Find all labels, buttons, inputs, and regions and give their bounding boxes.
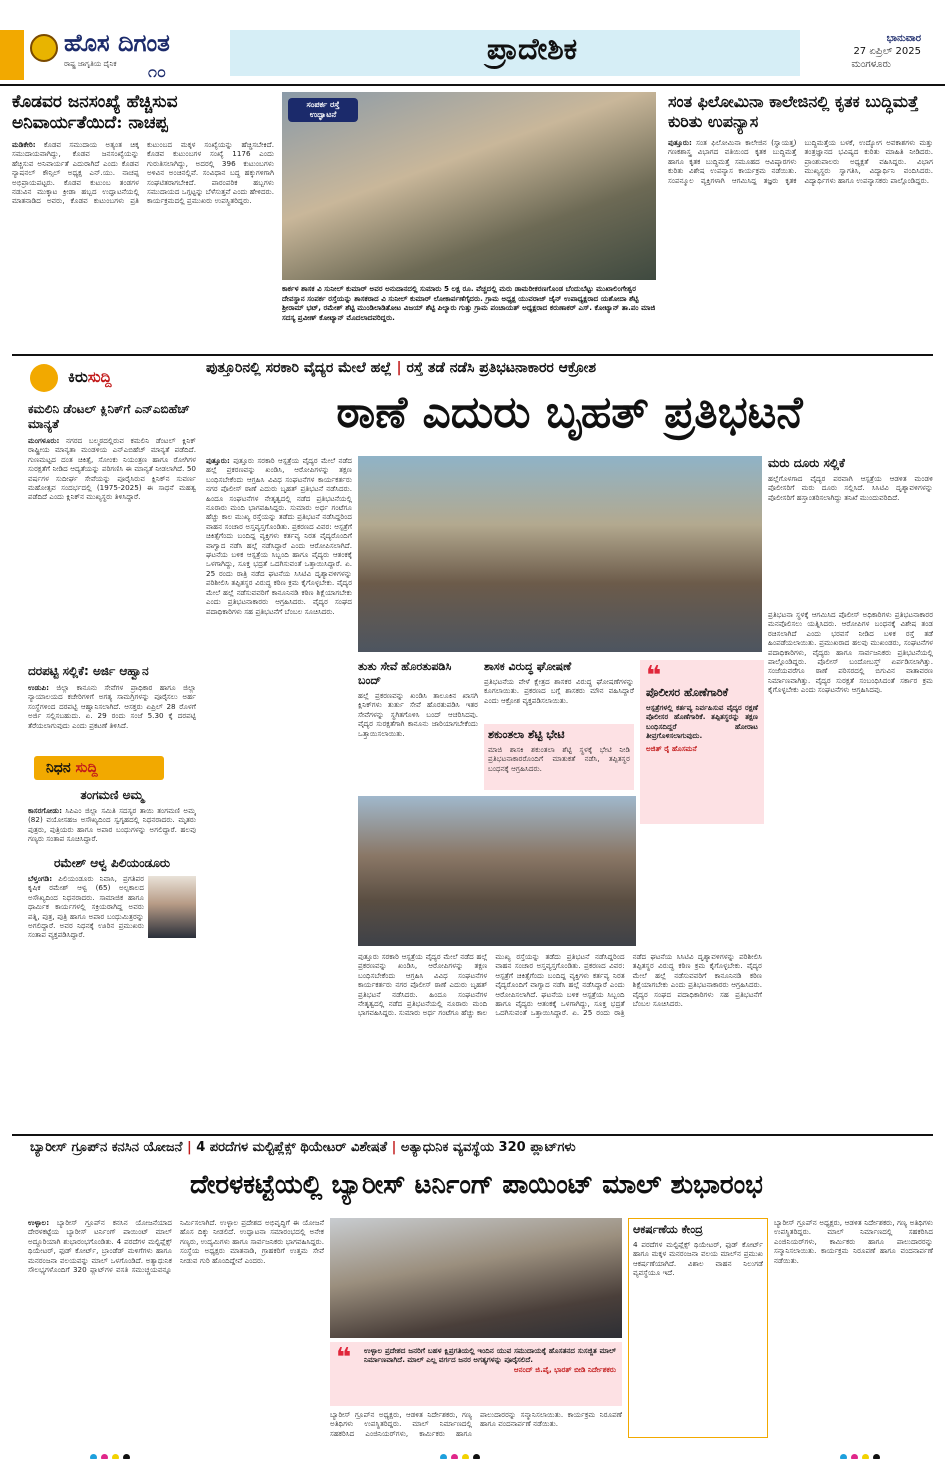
kiru-label: ಕಿರು — [68, 368, 88, 386]
side-complaint-headline: ಮರು ದೂರು ಸಲ್ಲಿಕೆ — [768, 456, 845, 470]
cyan-dot — [90, 1454, 97, 1459]
sub-visit-text: ಮಾಜಿ ಶಾಸಕಿ ಶಕುಂತಲಾ ಶೆಟ್ಟಿ ಸ್ಥಳಕ್ಕೆ ಭೇಟಿ ನೀಡಿ ಪ್ರತಿಭಟನಾಕಾರರೊಂದಿಗೆ ಮಾತುಕತೆ ನಡೆಸಿ, ತಪ್ಪಿತಸ್ಥರ ಬಂಧನಕ್ಕೆ ಆಗ್ರಹಿಸಿದರು. — [488, 745, 630, 773]
logo-title: ಹೊಸ ದಿಗಂತ — [64, 28, 170, 57]
yellow-dot — [112, 1454, 119, 1459]
story-ai-text: ಸಂತ ಫಿಲೋಮಿನಾ ಕಾಲೇಜಿನ (ಸ್ವಾಯತ್ತ) ಗಣಕಶಾಸ್ತ್ರ ವಿಭಾಗದ ವತಿಯಿಂದ ಕೃತಕ ಬುದ್ಧಿಮತ್ತೆ ಹಾಗೂ ಕೃತಕ ಬುದ್ಧಿಮತ್ತೆ ಸಮೂಹದ ಆವಿಷ್ಕಾರಗಳು ಕುರಿತು ವಿಶೇಷ ಉಪನ್ಯಾಸ ಕಾರ್ಯಕ್ರಮ ನಡೆಯಿತು. ಸಂಪನ್ಮೂಲ ವ್ಯಕ್ತಿಗಳಾಗಿ ಆಗಮಿಸಿದ್ದ ತಜ್ಞರು ಕೃತಕ ಬುದ್ಧಿಮತ್ತೆಯ ಬಳಕೆ, ಉದ್ಯೋಗ ಅವಕಾಶಗಳು ಮತ್ತು ತಂತ್ರಜ್ಞಾನದ ಭವಿಷ್ಯದ ಕುರಿತು ಮಾಹಿತಿ ನೀಡಿದರು. ಪ್ರಾಂಶುಪಾಲರು ಅಧ್ಯಕ್ಷತೆ ವಹಿಸಿದ್ದರು. ವಿಭಾಗ ಮುಖ್ಯಸ್ಥರು ಸ್ವಾಗತಿಸಿ, ವಿದ್ಯಾರ್ಥಿನಿ ವಂದಿಸಿದರು. ವಿದ್ಯಾರ್ಥಿಗಳು ಹಾಗೂ ಉಪನ್ಯಾಸಕರು ಪಾಲ್ಗೊಂಡಿದ್ದರು. — [668, 138, 933, 185]
mall-body — [28, 1218, 324, 1438]
logo-tagline: ರಾಷ್ಟ್ರ ಜಾಗೃತಿಯ ದೈನಿಕ — [64, 60, 117, 68]
city: ಮಂಗಳೂರು — [851, 59, 891, 70]
quote-police-headline: ಪೊಲೀಸರ ಹೊಣೆಗಾರಿಕೆ — [646, 686, 729, 699]
sub-slogan — [484, 660, 634, 722]
lead-kicker-2: ರಸ್ತೆ ತಡೆ ನಡೆಸಿ ಪ್ರತಿಭಟನಾಕಾರರ ಆಕ್ರೋಶ — [406, 360, 596, 376]
lead-headline: ಠಾಣೆ ಎದುರು ಬೃಹತ್ ಪ್ರತಿಭಟನೆ — [336, 387, 803, 438]
suddi-label: ಸುದ್ದಿ — [87, 368, 112, 386]
mall-attraction-text: 4 ಪರದೆಗಳ ಮಲ್ಟಿಪ್ಲೆಕ್ಸ್ ಥಿಯೇಟರ್, ಫುಡ್ ಕೋರ್ಟ್ ಹಾಗೂ ಮಕ್ಕಳ ಮನರಂಜನಾ ವಲಯ ಮಾಲ್‌ನ ಪ್ರಮುಖ ಆಕರ್ಷಣೆಯಾಗಿದೆ. ವಿಶಾಲ ವಾಹನ ನಿಲುಗಡೆ ವ್ಯವಸ್ಥೆಯೂ ಇದೆ. — [633, 1240, 763, 1278]
magenta-dot — [101, 1454, 108, 1459]
quote-icon: ❝ — [646, 661, 662, 691]
story-ai-body — [668, 138, 933, 185]
mall-right-text: ಬ್ಯಾರೀಸ್ ಗ್ರೂಪ್‌ನ ಅಧ್ಯಕ್ಷರು, ಆಡಳಿತ ನಿರ್ದೇಶಕರು, ಗಣ್ಯ ಅತಿಥಿಗಳು ಉಪಸ್ಥಿತರಿದ್ದರು. ಮಾಲ್ ನಿರ್ಮಾಣದಲ್ಲಿ ಸಹಕರಿಸಿದ ಎಂಜಿನಿಯರ್‌ಗಳು, ಕಾರ್ಮಿಕರು ಹಾಗೂ ಪಾಲುದಾರರನ್ನು ಸನ್ಮಾನಿಸಲಾಯಿತು. ಕಾರ್ಯಕ್ರಮ ನಿರೂಪಣೆ ಹಾಗೂ ವಂದನಾರ್ಪಣೆ ನಡೆಯಿತು. — [774, 1218, 933, 1265]
obituary-1-text: ಸಿಪಿಎಂ ಜಿಲ್ಲಾ ಸಮಿತಿ ಸದಸ್ಯರ ತಾಯಿ ತಂಗಮಣಿ ಅಮ್ಮ (82) ವಯೋಸಹಜ ಅಸೌಖ್ಯದಿಂದ ಸ್ವಗೃಹದಲ್ಲಿ ನಿಧನರಾದರು. ಮೃತರು ಪುತ್ರರು, ಪುತ್ರಿಯರು ಹಾಗೂ ಅಪಾರ ಬಂಧುಗಳನ್ನು ಅಗಲಿದ್ದಾರೆ. ಹಲವು ಗಣ್ಯರು ಸಂತಾಪ ಸೂಚಿಸಿದ್ದಾರೆ. — [28, 806, 196, 844]
story-ai-dateline: ಪುತ್ತೂರು: — [668, 138, 692, 147]
mall-inauguration-photo — [330, 1218, 622, 1338]
kiru-item-1-dateline: ಮಂಗಳೂರು: — [28, 436, 60, 445]
registration-marks-right — [840, 1446, 884, 1459]
sub-slogan-text: ಪ್ರತಿಭಟನೆಯ ವೇಳೆ ಕ್ಷೇತ್ರದ ಶಾಸಕರ ವಿರುದ್ಧ ಘೋಷಣೆಗಳನ್ನು ಕೂಗಲಾಯಿತು. ಪ್ರಕರಣದ ಬಗ್ಗೆ ಶಾಸಕರು ಮೌನ ವಹಿಸಿದ್ದಾರೆ ಎಂದು ಆಕ್ರೋಶ ವ್ಯಕ್ತಪಡಿಸಲಾಯಿತು. — [484, 677, 634, 705]
photo-road-inauguration — [282, 92, 656, 280]
nidhana-label: ನಿಧನ — [46, 760, 71, 776]
mall-dateline: ಉಳ್ಳಾಲ: — [28, 1218, 50, 1227]
mall-attraction — [628, 1218, 768, 1438]
sub-slogan-headline: ಶಾಸಕ ವಿರುದ್ಧ ಘೋಷಣೆ — [484, 660, 572, 673]
masthead — [0, 0, 945, 86]
date: 27 ಏಪ್ರಿಲ್ 2025 — [853, 46, 921, 57]
photo-caption: ಕಾರ್ಕಳ ಶಾಸಕ ವಿ ಸುನೀಲ್ ಕುಮಾರ್ ಅವರ ಅನುದಾನದಲ್ಲಿ ಸುಮಾರು 5 ಲಕ್ಷ ರೂ. ವೆಚ್ಚದಲ್ಲಿ ಮರು ಡಾಮರೀಕರಣಗೊಂಡ ಬೆಂದುಬೆಟ್ಟು ಮುಖಾಲಿಂಗೇಶ್ವರ ದೇವಸ್ಥಾನ ಸಂಪರ್ಕ ರಸ್ತೆಯನ್ನು ಶಾಸಕರಾದ ವಿ ಸುನೀಲ್ ಕುಮಾರ್ ಲೋಕಾರ್ಪಣೆಗೈದರು. ಗ್ರಾಮ ಅಧ್ಯಕ್ಷ ಯುವರಾಜ್ ಜೈನ್ ಉಪಾಧ್ಯಕ್ಷರಾದ ಯಶೋದಾ ಶೆಟ್ಟಿ ಶ್ರೀರಾಮ್ ಭಟ್, ರಮೇಶ್ ಶೆಟ್ಟಿ ಮುಂಡಿಲಾಡಿತೋಟ ವಿಜಯ್ ಶೆಟ್ಟಿ ಪಿಲ್ಯಾರು ಗುತ್ತು ಗ್ರಾಮ ಪಂಚಾಯತ್ ಅಧ್ಯಕ್ಷರಾದ ಕರುಣಾಕರ್ ಎಸ್. ಕೋಟ್ಯಾನ್ ತಾ.ಪಂ ಮಾಜಿ ಸದಸ್ಯ ಪ್ರವೀಣ್ ಕೋಟ್ಯಾನ್ ಮೊದಲಾದವರಿದ್ದರು. — [282, 284, 656, 322]
side-complaint-text: ಹಲ್ಲೆಗೊಳಗಾದ ವೈದ್ಯರ ಪರವಾಗಿ ಆಸ್ಪತ್ರೆಯ ಆಡಳಿತ ಮಂಡಳಿ ಪೊಲೀಸರಿಗೆ ಮರು ದೂರು ಸಲ್ಲಿಸಿದೆ. ಸಿಸಿಟಿವಿ ದೃಶ್ಯಾವಳಿಗಳನ್ನು ಪೊಲೀಸರಿಗೆ ಹಸ್ತಾಂತರಿಸಲಾಗಿದ್ದು ತನಿಖೆ ಮುಂದುವರಿದಿದೆ. — [768, 474, 933, 502]
registration-marks-left — [90, 1446, 134, 1459]
mall-right-column — [774, 1218, 933, 1438]
story-kodava-dateline: ಮಡಿಕೇರಿ: — [12, 140, 36, 149]
obituary-1-name: ತಂಗಮಣಿ ಅಮ್ಮ — [80, 788, 144, 802]
lead-right-column — [768, 610, 933, 1128]
side-complaint — [768, 456, 933, 604]
lead-kicker-1: ಪುತ್ತೂರಿನಲ್ಲಿ ಸರಕಾರಿ ವೈದ್ಯರ ಮೇಲೆ ಹಲ್ಲೆ — [206, 360, 392, 376]
mall-attraction-headline: ಆಕರ್ಷಣೆಯ ಕೇಂದ್ರ — [633, 1223, 703, 1236]
mall-quote-text: ಉಳ್ಳಾಲ ಪ್ರದೇಶದ ಜನರಿಗೆ ಬಹಳ ಕ್ಷಿಪ್ರಗತಿಯಲ್ಲಿ ಇಂದಿನ ಯುವ ಸಮುದಾಯಕ್ಕೆ ಹೊಸತನದ ಸುಸಜ್ಜಿತ ಮಾಲ್ ನಿರ್ಮಾಣವಾಗಿದೆ. ಮಾಲ್ ಎಲ್ಲ ವರ್ಗದ ಜನರ ಅಗತ್ಯಗಳನ್ನು ಪೂರೈಸಲಿದೆ. — [364, 1346, 616, 1365]
mall-kicker-3: ಅತ್ಯಾಧುನಿಕ ವ್ಯವಸ್ಥೆಯ 320 ಪ್ಲಾಟ್‌ಗಳು — [400, 1140, 576, 1155]
obituary-photo — [148, 876, 196, 938]
lead-continued-text: ಪುತ್ತೂರು ಸರಕಾರಿ ಆಸ್ಪತ್ರೆಯ ವೈದ್ಯರ ಮೇಲೆ ನಡೆದ ಹಲ್ಲೆ ಪ್ರಕರಣವನ್ನು ಖಂಡಿಸಿ, ಆರೋಪಿಗಳನ್ನು ತಕ್ಷಣ ಬಂಧಿಸಬೇಕೆಂದು ಆಗ್ರಹಿಸಿ ವಿವಿಧ ಸಂಘಟನೆಗಳ ಕಾರ್ಯಕರ್ತರು ನಗರ ಪೊಲೀಸ್ ಠಾಣೆ ಎದುರು ಬೃಹತ್ ಪ್ರತಿಭಟನೆ ನಡೆಸಿದರು. ಹಿಂದೂ ಸಂಘಟನೆಗಳ ನೇತೃತ್ವದಲ್ಲಿ ನಡೆದ ಪ್ರತಿಭಟನೆಯಲ್ಲಿ ನೂರಾರು ಮಂದಿ ಭಾಗವಹಿಸಿದ್ದರು. ಸುಮಾರು ಅರ್ಧ ಗಂಟೆಗೂ ಹೆಚ್ಚು ಕಾಲ ಮುಖ್ಯ ರಸ್ತೆಯನ್ನು ತಡೆದು ಪ್ರತಿಭಟನೆ ನಡೆಸಿದ್ದರಿಂದ ವಾಹನ ಸಂಚಾರ ಅಸ್ತವ್ಯಸ್ತಗೊಂಡಿತು. ಪ್ರಕರಣದ ವಿವರ: ಆಸ್ಪತ್ರೆಗೆ ಚಿಕಿತ್ಸೆಗೆಂದು ಬಂದಿದ್ದ ವ್ಯಕ್ತಿಗಳು ಕರ್ತವ್ಯ ನಿರತ ವೈದ್ಯರೊಂದಿಗೆ ವಾಗ್ವಾದ ನಡೆಸಿ ಹಲ್ಲೆ ನಡೆಸಿದ್ದಾರೆ ಎಂದು ಆರೋಪಿಸಲಾಗಿದೆ. ಘಟನೆಯ ಬಳಿಕ ಆಸ್ಪತ್ರೆಯ ಸಿಬ್ಬಂದಿ ಹಾಗೂ ವೈದ್ಯರು ಆತಂಕಕ್ಕೆ ಒಳಗಾಗಿದ್ದು, ಸೂಕ್ತ ಭದ್ರತೆ ಒದಗಿಸುವಂತೆ ಒತ್ತಾಯಿಸಿದ್ದಾರೆ. ಏ. 25 ರಂದು ರಾತ್ರಿ ನಡೆದ ಘಟನೆಯ ಸಿಸಿಟಿವಿ ದೃಶ್ಯಾವಳಿಗಳನ್ನು ಪರಿಶೀಲಿಸಿ ತಪ್ಪಿತಸ್ಥರ ವಿರುದ್ಧ ಕಠಿಣ ಕ್ರಮ ಕೈಗೊಳ್ಳಬೇಕು. ವೈದ್ಯರ ಮೇಲೆ ಹಲ್ಲೆ ನಡೆಸುವವರಿಗೆ ಕಾನೂನಿನಡಿ ಕಠಿಣ ಶಿಕ್ಷೆಯಾಗಬೇಕು ಎಂದು ಪ್ರತಿಭಟನಾಕಾರರು ಆಗ್ರಹಿಸಿದರು. ವೈದ್ಯರ ಸಂಘದ ಪದಾಧಿಕಾರಿಗಳು ಸಹ ಪ್ರತಿಭಟನೆಗೆ ಬೆಂಬಲ ಸೂಚಿಸಿದರು. — [358, 952, 762, 1018]
lamp-icon — [30, 34, 58, 62]
sub-visit — [484, 724, 634, 790]
obituary-2-name: ರಮೇಶ್ ಆಳ್ವ ಪಿಲಿಯಂಡೂರು — [53, 856, 171, 870]
mall-kicker-1: ಬ್ಯಾರೀಸ್ ಗ್ರೂಪ್‌ನ ಕನಸಿನ ಯೋಜನೆ — [30, 1140, 183, 1155]
kiru-item-2-text: ಜಿಲ್ಲಾ ಕಾನೂನು ಸೇವೆಗಳ ಪ್ರಾಧಿಕಾರ ಹಾಗೂ ಜಿಲ್ಲಾ ನ್ಯಾಯಾಲಯದ ಕಚೇರಿಗಳಿಗೆ ಅಗತ್ಯ ಸಾಮಗ್ರಿಗಳನ್ನು ಪೂರೈಸಲು ಅರ್ಹ ಸಂಸ್ಥೆಗಳಿಂದ ದರಪಟ್ಟಿ ಆಹ್ವಾನಿಸಲಾಗಿದೆ. ಆಸಕ್ತರು ಏಪ್ರಿಲ್ 28 ರೊಳಗೆ ಅರ್ಜಿ ಸಲ್ಲಿಸಬಹುದು. ಏ. 29 ರಂದು ಸಂಜೆ 5.30 ಕ್ಕೆ ದರಪಟ್ಟಿ ತೆರೆಯಲಾಗುವುದು ಎಂದು ಪ್ರಕಟಣೆ ತಿಳಿಸಿದೆ. — [28, 683, 196, 730]
mall-kicker: ಬ್ಯಾರೀಸ್ ಗ್ರೂಪ್‌ನ ಕನಸಿನ ಯೋಜನೆ | 4 ಪರದೆಗಳ ಮಲ್ಟಿಪ್ಲೆಕ್ಸ್ ಥಿಯೇಟರ್ ವಿಶೇಷತೆ | ಅತ್ಯಾಧುನಿಕ ವ್ಯವಸ್ಥೆಯ 320 ಪ್ಲಾಟ್‌ಗಳು — [30, 1140, 576, 1155]
sub-visit-headline: ಶಕುಂತಲಾ ಶೆಟ್ಟಿ ಭೇಟಿ — [488, 728, 565, 741]
obituary-2 — [28, 856, 196, 1126]
sub-bandh-text: ಹಲ್ಲೆ ಪ್ರಕರಣವನ್ನು ಖಂಡಿಸಿ ತಾಲೂಕಿನ ಖಾಸಗಿ ಕ್ಲಿನಿಕ್‌ಗಳು ತುರ್ತು ಸೇವೆ ಹೊರತುಪಡಿಸಿ ಇತರ ಸೇವೆಗಳನ್ನು ಸ್ಥಗಿತಗೊಳಿಸಿ ಬಂದ್ ಆಚರಿಸಿದವು. ವೈದ್ಯರ ಸುರಕ್ಷತೆಗಾಗಿ ಕಾನೂನು ಜಾರಿಯಾಗಬೇಕೆಂದು ಒತ್ತಾಯಿಸಲಾಯಿತು. — [358, 691, 478, 738]
mall-quote-author: ಆನಂದ್ ಜಿ.ಪೈ, ಭಾರತ್ ಬೀಡಿ ನಿರ್ದೇಶಕರು — [513, 1364, 616, 1374]
kiru-item-1 — [28, 402, 196, 660]
registration-marks-center — [440, 1446, 484, 1459]
mall-kicker-2: 4 ಪರದೆಗಳ ಮಲ್ಟಿಪ್ಲೆಕ್ಸ್ ಥಿಯೇಟರ್ ವಿಶೇಷತೆ — [196, 1140, 388, 1155]
kiru-item-2-headline: ದರಪಟ್ಟಿ ಸಲ್ಲಿಕೆ: ಅರ್ಜಿ ಆಹ್ವಾನ — [28, 664, 149, 678]
nidhana-suddi-label: ಸುದ್ದಿ — [75, 760, 98, 776]
obituary-1-dateline: ಕಾಸರಗೋಡು: — [28, 806, 62, 815]
story-kodava-text: ಕೊಡವ ಸಮುದಾಯ ಅತ್ಯಂತ ಚಿಕ್ಕ ಸಮುದಾಯವಾಗಿದ್ದು, ಕೊಡವ ಜನಸಂಖ್ಯೆಯನ್ನು ಹೆಚ್ಚಿಸುವ ಅನಿವಾರ್ಯತೆ ಎದುರಾಗಿದೆ ಎಂದು ಕೊಡವ ನ್ಯಾಷನಲ್ ಕೌನ್ಸಿಲ್ ಅಧ್ಯಕ್ಷ ಎನ್.ಯು. ನಾಚಪ್ಪ ಅಭಿಪ್ರಾಯಪಟ್ಟರು. ಕೊಡವ ಕುಟುಂಬ ತಂಡಗಳ ನಡುವಿನ ಮುಕ್ಕಾಟ ಕ್ರೀಡಾ ಹಬ್ಬದ ಉದ್ಘಾಟನೆಯಲ್ಲಿ ಮಾತನಾಡಿದ ಅವರು, ಕೊಡವ ಕುಟುಂಬಗಳು ಪ್ರತಿ ಕುಟುಂಬದ ಮಕ್ಕಳ ಸಂಖ್ಯೆಯನ್ನು ಹೆಚ್ಚಿಸಬೇಕಿದೆ. ಕೊಡವ ಕುಟುಂಬಗಳ ಸಂಖ್ಯೆ 1176 ಎಂದು ಗುರುತಿಸಲಾಗಿದ್ದು, ಅದರಲ್ಲಿ 396 ಕುಟುಂಬಗಳು ಅಳಿವಿನ ಅಂಚಿನಲ್ಲಿವೆ. ಸಂವಿಧಾನ ಬದ್ಧ ಹಕ್ಕುಗಳಿಗಾಗಿ ಸಂಘಟಿತರಾಗಬೇಕಿದೆ. ಪಾರಂಪರಿಕ ಹಬ್ಬಗಳು ಸಮುದಾಯದ ಒಗ್ಗಟ್ಟನ್ನು ಬೆಳೆಸುತ್ತವೆ ಎಂದು ಹೇಳಿದರು. ಕಾರ್ಯಕ್ರಮದಲ್ಲಿ ಪ್ರಮುಖರು ಉಪಸ್ಥಿತರಿದ್ದರು. — [12, 140, 274, 206]
section-title: ಪ್ರಾದೇಶಿಕ — [486, 32, 578, 67]
protest-photo-2 — [358, 796, 636, 946]
kiru-item-1-text: ನಗರದ ಬಲ್ಮಠದಲ್ಲಿರುವ ಕಮಲಿನಿ ಡೆಂಟಲ್ ಕ್ಲಿನಿಕ್ ರಾಷ್ಟ್ರೀಯ ಮಾನ್ಯತಾ ಮಂಡಳಿಯ ಎನ್‌ಎಬಿಹೆಚ್ ಮಾನ್ಯತೆ ಪಡೆದಿದೆ. ಗುಣಮಟ್ಟದ ದಂತ ಚಿಕಿತ್ಸೆ, ಸೋಂಕು ನಿಯಂತ್ರಣ ಹಾಗೂ ರೋಗಿಗಳ ಸುರಕ್ಷತೆಗೆ ನೀಡಿದ ಆದ್ಯತೆಯನ್ನು ಪರಿಗಣಿಸಿ ಈ ಮಾನ್ಯತೆ ನೀಡಲಾಗಿದೆ. 50 ವರ್ಷಗಳ ಸುದೀರ್ಘ ಸೇವೆಯನ್ನು ಪೂರೈಸಿರುವ ಕ್ಲಿನಿಕ್‌ನ ಸುವರ್ಣ ಮಹೋತ್ಸವ ಸಂದರ್ಭದಲ್ಲಿ (1975-2025) ಈ ಸಾಧನೆ ಮಹತ್ವ ಪಡೆದಿದೆ ಎಂದು ಕ್ಲಿನಿಕ್‌ನ ಮುಖ್ಯಸ್ಥರು ತಿಳಿಸಿದ್ದಾರೆ. — [28, 436, 196, 502]
sub-bandh — [358, 660, 478, 790]
dateline — [811, 32, 921, 71]
kiru-item-2 — [28, 664, 196, 748]
quote-police-author: ಅಜಿತ್ ರೈ ಹೊಸಮನೆ — [646, 743, 697, 753]
kiru-suddi-banner — [12, 362, 192, 396]
protest-photo-1 — [358, 456, 762, 652]
story-ai-lecture — [668, 92, 933, 350]
photo-tag: ಸಂಪರ್ಕ ರಸ್ತೆ ಉದ್ಘಾಟನೆ — [288, 98, 358, 122]
divider-2 — [12, 1134, 933, 1136]
kiru-item-1-headline: ಕಮಲಿನಿ ಡೆಂಟಲ್ ಕ್ಲಿನಿಕ್‌ಗೆ ಎನ್‌ಎಬಿಹೆಚ್ ಮಾನ್ಯತೆ — [28, 402, 190, 431]
mall-continued-text: ಬ್ಯಾರೀಸ್ ಗ್ರೂಪ್‌ನ ಅಧ್ಯಕ್ಷರು, ಆಡಳಿತ ನಿರ್ದೇಶಕರು, ಗಣ್ಯ ಅತಿಥಿಗಳು ಉಪಸ್ಥಿತರಿದ್ದರು. ಮಾಲ್ ನಿರ್ಮಾಣದಲ್ಲಿ ಸಹಕರಿಸಿದ ಎಂಜಿನಿಯರ್‌ಗಳು, ಕಾರ್ಮಿಕರು ಹಾಗೂ ಪಾಲುದಾರರನ್ನು ಸನ್ಮಾನಿಸಲಾಯಿತು. ಕಾರ್ಯಕ್ರಮ ನಿರೂಪಣೆ ಹಾಗೂ ವಂದನಾರ್ಪಣೆ ನಡೆಯಿತು. — [330, 1410, 622, 1438]
mall-headline: ದೇರಳಕಟ್ಟೆಯಲ್ಲಿ ಬ್ಯಾರೀಸ್ ಟರ್ನಿಂಗ್ ಪಾಯಿಂಟ್ ಮಾಲ್ ಶುಭಾರಂಭ — [190, 1170, 763, 1200]
story-kodava — [12, 92, 274, 350]
lead-right-text: ಪ್ರತಿಭಟನಾ ಸ್ಥಳಕ್ಕೆ ಆಗಮಿಸಿದ ಪೊಲೀಸ್ ಅಧಿಕಾರಿಗಳು ಪ್ರತಿಭಟನಾಕಾರರ ಮನವೊಲಿಸಲು ಯತ್ನಿಸಿದರು. ಆರೋಪಿಗಳ ಬಂಧನಕ್ಕೆ ವಿಶೇಷ ತಂಡ ರಚಿಸಲಾಗಿದೆ ಎಂದು ಭರವಸೆ ನೀಡಿದ ಬಳಿಕ ರಸ್ತೆ ತಡೆ ಹಿಂಪಡೆಯಲಾಯಿತು. ಪ್ರಮುಖರಾದ ಹಲವು ಮುಖಂಡರು, ಸಂಘಟನೆಗಳ ಪದಾಧಿಕಾರಿಗಳು, ವೈದ್ಯರು ಹಾಗೂ ಸಾರ್ವಜನಿಕರು ಪ್ರತಿಭಟನೆಯಲ್ಲಿ ಪಾಲ್ಗೊಂಡಿದ್ದರು. ಪೊಲೀಸ್ ಬಂದೋಬಸ್ತ್ ಏರ್ಪಡಿಸಲಾಗಿತ್ತು. ಸಂಜೆಯವರೆಗೂ ಠಾಣೆ ಪರಿಸರದಲ್ಲಿ ಬಿಗುವಿನ ವಾತಾವರಣ ನಿರ್ಮಾಣವಾಗಿತ್ತು. ವೈದ್ಯರ ಸುರಕ್ಷತೆ ಸಂಬಂಧಿಸಿದಂತೆ ಸರ್ಕಾರ ಕ್ರಮ ಕೈಗೊಳ್ಳಬೇಕು ಎಂದು ಸಂಘಟನೆಗಳು ಆಗ್ರಹಿಸಿದವು. — [768, 610, 933, 695]
story-kodava-body — [12, 140, 274, 206]
black-dot — [123, 1454, 130, 1459]
lead-kicker: ಪುತ್ತೂರಿನಲ್ಲಿ ಸರಕಾರಿ ವೈದ್ಯರ ಮೇಲೆ ಹಲ್ಲೆ | ರಸ್ತೆ ತಡೆ ನಡೆಸಿ ಪ್ರತಿಭಟನಾಕಾರರ ಆಕ್ರೋಶ — [206, 360, 596, 376]
kiru-item-2-dateline: ಉಡುಪಿ: — [28, 683, 50, 692]
quote-police — [640, 660, 764, 824]
newspaper-logo[interactable] — [30, 28, 220, 81]
page-number: ೧೦ — [148, 62, 166, 81]
divider — [12, 354, 933, 356]
story-ai-headline: ಸಂತ ಫಿಲೋಮಿನಾ ಕಾಲೇಜಿನಲ್ಲಿ ಕೃತಕ ಬುದ್ಧಿಮತ್ತೆ ಕುರಿತು ಉಪನ್ಯಾಸ — [668, 92, 919, 131]
hand-icon — [30, 364, 58, 392]
edition-bar — [0, 30, 24, 80]
nidhana-suddi-banner — [12, 752, 192, 784]
lead-body — [206, 456, 352, 1128]
lead-text: ಪುತ್ತೂರು ಸರಕಾರಿ ಆಸ್ಪತ್ರೆಯ ವೈದ್ಯರ ಮೇಲೆ ನಡೆದ ಹಲ್ಲೆ ಪ್ರಕರಣವನ್ನು ಖಂಡಿಸಿ, ಆರೋಪಿಗಳನ್ನು ತಕ್ಷಣ ಬಂಧಿಸಬೇಕೆಂದು ಆಗ್ರಹಿಸಿ ವಿವಿಧ ಸಂಘಟನೆಗಳ ಕಾರ್ಯಕರ್ತರು ನಗರ ಪೊಲೀಸ್ ಠಾಣೆ ಎದುರು ಬೃಹತ್ ಪ್ರತಿಭಟನೆ ನಡೆಸಿದರು. ಹಿಂದೂ ಸಂಘಟನೆಗಳ ನೇತೃತ್ವದಲ್ಲಿ ನಡೆದ ಪ್ರತಿಭಟನೆಯಲ್ಲಿ ನೂರಾರು ಮಂದಿ ಭಾಗವಹಿಸಿದ್ದರು. ಸುಮಾರು ಅರ್ಧ ಗಂಟೆಗೂ ಹೆಚ್ಚು ಕಾಲ ಮುಖ್ಯ ರಸ್ತೆಯನ್ನು ತಡೆದು ಪ್ರತಿಭಟನೆ ನಡೆಸಿದ್ದರಿಂದ ವಾಹನ ಸಂಚಾರ ಅಸ್ತವ್ಯಸ್ತಗೊಂಡಿತು. ಪ್ರಕರಣದ ವಿವರ: ಆಸ್ಪತ್ರೆಗೆ ಚಿಕಿತ್ಸೆಗೆಂದು ಬಂದಿದ್ದ ವ್ಯಕ್ತಿಗಳು ಕರ್ತವ್ಯ ನಿರತ ವೈದ್ಯರೊಂದಿಗೆ ವಾಗ್ವಾದ ನಡೆಸಿ ಹಲ್ಲೆ ನಡೆಸಿದ್ದಾರೆ ಎಂದು ಆರೋಪಿಸಲಾಗಿದೆ. ಘಟನೆಯ ಬಳಿಕ ಆಸ್ಪತ್ರೆಯ ಸಿಬ್ಬಂದಿ ಹಾಗೂ ವೈದ್ಯರು ಆತಂಕಕ್ಕೆ ಒಳಗಾಗಿದ್ದು, ಸೂಕ್ತ ಭದ್ರತೆ ಒದಗಿಸುವಂತೆ ಒತ್ತಾಯಿಸಿದ್ದಾರೆ. ಏ. 25 ರಂದು ರಾತ್ರಿ ನಡೆದ ಘಟನೆಯ ಸಿಸಿಟಿವಿ ದೃಶ್ಯಾವಳಿಗಳನ್ನು ಪರಿಶೀಲಿಸಿ ತಪ್ಪಿತಸ್ಥರ ವಿರುದ್ಧ ಕಠಿಣ ಕ್ರಮ ಕೈಗೊಳ್ಳಬೇಕು. ವೈದ್ಯರ ಮೇಲೆ ಹಲ್ಲೆ ನಡೆಸುವವರಿಗೆ ಕಾನೂನಿನಡಿ ಕಠಿಣ ಶಿಕ್ಷೆಯಾಗಬೇಕು ಎಂದು ಪ್ರತಿಭಟನಾಕಾರರು ಆಗ್ರಹಿಸಿದರು. ವೈದ್ಯರ ಸಂಘದ ಪದಾಧಿಕಾರಿಗಳು ಸಹ ಪ್ರತಿಭಟನೆಗೆ ಬೆಂಬಲ ಸೂಚಿಸಿದರು. — [206, 456, 352, 616]
obituary-2-dateline: ಬೆಳ್ತಂಗಡಿ: — [28, 874, 53, 883]
story-kodava-headline: ಕೊಡವರ ಜನಸಂಖ್ಯೆ ಹೆಚ್ಚಿಸುವ ಅನಿವಾರ್ಯತೆಯಿದೆ: ನಾಚಪ್ಪ — [12, 92, 178, 133]
quote-police-text: ಆಸ್ಪತ್ರೆಗಳಲ್ಲಿ ಕರ್ತವ್ಯ ನಿರ್ವಹಿಸುವ ವೈದ್ಯರ ರಕ್ಷಣೆ ಪೊಲೀಸರ ಹೊಣೆಗಾರಿಕೆ. ತಪ್ಪಿತಸ್ಥರನ್ನು ತಕ್ಷಣ ಬಂಧಿಸದಿದ್ದರೆ ಹೋರಾಟ ತೀವ್ರಗೊಳಿಸಲಾಗುವುದು. — [646, 703, 758, 741]
lead-continued — [358, 952, 762, 1128]
mall-quote — [330, 1342, 622, 1406]
mall-continued — [330, 1410, 622, 1440]
mall-text: ಬ್ಯಾರೀಸ್ ಗ್ರೂಪ್‌ನ ಕನಸಿನ ಯೋಜನೆಯಾದ ದೇರಳಕಟ್ಟೆಯ ಬ್ಯಾರೀಸ್ ಟರ್ನಿಂಗ್ ಪಾಯಿಂಟ್ ಮಾಲ್ ಅದ್ದೂರಿಯಾಗಿ ಶುಭಾರಂಭಗೊಂಡಿತು. 4 ಪರದೆಗಳ ಮಲ್ಟಿಪ್ಲೆಕ್ಸ್ ಥಿಯೇಟರ್, ಫುಡ್ ಕೋರ್ಟ್, ಬ್ರಾಂಡೆಡ್ ಮಳಿಗೆಗಳು ಹಾಗೂ ಮನರಂಜನಾ ವಲಯವನ್ನು ಮಾಲ್ ಒಳಗೊಂಡಿದೆ. ಅತ್ಯಾಧುನಿಕ ಸೌಲಭ್ಯಗಳೊಂದಿಗೆ 320 ಪ್ಲಾಟ್‌ಗಳ ವಸತಿ ಸಮುಚ್ಚಯವನ್ನೂ ನಿರ್ಮಿಸಲಾಗಿದೆ. ಉಳ್ಳಾಲ ಪ್ರದೇಶದ ಅಭಿವೃದ್ಧಿಗೆ ಈ ಯೋಜನೆ ಹೊಸ ದಿಕ್ಕು ನೀಡಲಿದೆ. ಉದ್ಘಾಟನಾ ಸಮಾರಂಭದಲ್ಲಿ ಅನೇಕ ಗಣ್ಯರು, ಉದ್ಯಮಿಗಳು ಹಾಗೂ ಸಾರ್ವಜನಿಕರು ಭಾಗವಹಿಸಿದ್ದರು. ಸಂಸ್ಥೆಯ ಅಧ್ಯಕ್ಷರು ಮಾತನಾಡಿ, ಗ್ರಾಹಕರಿಗೆ ಉತ್ತಮ ಸೇವೆ ನೀಡುವ ಗುರಿ ಹೊಂದಿದ್ದೇವೆ ಎಂದರು. — [28, 1218, 324, 1275]
lead-dateline: ಪುತ್ತೂರು: — [206, 456, 230, 465]
sub-bandh-headline: ತುತು ಸೇವೆ ಹೊರತುಪಡಿಸಿ ಬಂದ್ — [358, 660, 452, 687]
obituary-2-text: ಪಿಲಿಯಂಡೂರು ನಿವಾಸಿ, ಪ್ರಗತಿಪರ ಕೃಷಿಕ ರಮೇಶ್ ಆಳ್ವ (65) ಅಲ್ಪಕಾಲದ ಅಸೌಖ್ಯದಿಂದ ನಿಧನರಾದರು. ಸಾಮಾಜಿಕ ಹಾಗೂ ಧಾರ್ಮಿಕ ಕಾರ್ಯಗಳಲ್ಲಿ ಸಕ್ರಿಯರಾಗಿದ್ದ ಅವರು ಪತ್ನಿ, ಪುತ್ರ, ಪುತ್ರಿ ಹಾಗೂ ಅಪಾರ ಬಂಧುಮಿತ್ರರನ್ನು ಅಗಲಿದ್ದಾರೆ. ಅವರ ನಿಧನಕ್ಕೆ ಊರಿನ ಪ್ರಮುಖರು ಸಂತಾಪ ವ್ಯಕ್ತಪಡಿಸಿದ್ದಾರೆ. — [28, 874, 144, 940]
day-of-week: ಭಾನುವಾರ — [886, 33, 921, 44]
mall-quote-icon: ❝ — [336, 1343, 352, 1373]
obituary-1 — [28, 788, 196, 850]
